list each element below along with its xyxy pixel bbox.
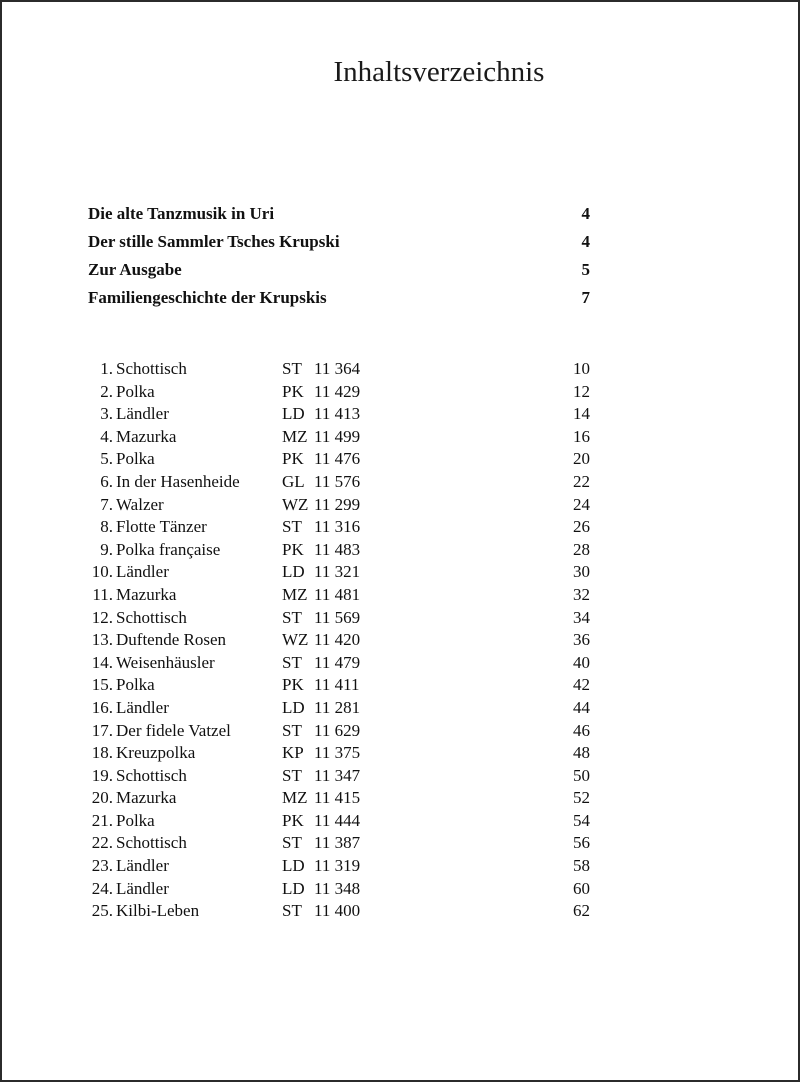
tune-title: Mazurka: [116, 584, 177, 604]
tune-code: PK: [282, 675, 304, 695]
tune-id: 11 321: [314, 562, 361, 582]
section-entry: [88, 256, 590, 284]
tune-entry: [88, 652, 590, 675]
tune-number: 7.: [100, 494, 113, 514]
tune-number: 24.: [91, 878, 113, 898]
tune-id: 11 299: [314, 494, 361, 514]
tune-code: PK: [282, 381, 304, 401]
section-label: Der stille Sammler Tsches Krupski: [88, 232, 340, 251]
tune-code: KP: [282, 743, 304, 763]
tune-number: 25.: [91, 901, 113, 921]
tune-entry: [88, 358, 590, 381]
tune-entry: [88, 900, 590, 923]
tune-code: GL: [282, 471, 305, 491]
tune-code: MZ: [282, 788, 308, 808]
tune-id: 11 319: [314, 856, 361, 876]
section-entry: [88, 200, 590, 228]
tune-entry: [88, 674, 590, 697]
tune-code: PK: [282, 539, 304, 559]
tune-page: 46: [573, 720, 590, 740]
tune-number: 10.: [91, 562, 113, 582]
tune-title: Schottisch: [116, 833, 187, 853]
tune-title: Polka: [116, 381, 155, 401]
tune-code: ST: [282, 901, 302, 921]
tune-entry: [88, 494, 590, 517]
tune-page: 58: [573, 856, 590, 876]
tune-id: 11 569: [314, 607, 361, 627]
tune-entry: [88, 539, 590, 562]
tune-id: 11 415: [314, 788, 361, 808]
tune-title: Ländler: [116, 878, 169, 898]
tune-id: 11 420: [314, 630, 361, 650]
tune-number: 9.: [100, 539, 113, 559]
tune-list: [88, 358, 590, 923]
tune-page: 20: [573, 449, 590, 469]
tune-code: ST: [282, 359, 302, 378]
tune-id: 11 629: [314, 720, 361, 740]
tune-entry: [88, 742, 590, 765]
tune-id: 11 476: [314, 449, 361, 469]
page-title: Inhaltsverzeichnis: [333, 56, 545, 88]
tune-id: 11 347: [314, 765, 361, 785]
tune-code: WZ: [282, 630, 309, 650]
tune-entry: [88, 810, 590, 833]
tune-code: ST: [282, 720, 302, 740]
tune-number: 1.: [100, 359, 113, 378]
tune-id: 11 411: [314, 675, 360, 695]
tune-number: 15.: [91, 675, 113, 695]
tune-code: ST: [282, 607, 302, 627]
tune-code: PK: [282, 449, 304, 469]
tune-id: 11 348: [314, 878, 361, 898]
tune-id: 11 364: [314, 359, 361, 378]
tune-id: 11 499: [314, 426, 361, 446]
tune-title: Polka: [116, 449, 155, 469]
tune-title: Polka: [116, 810, 155, 830]
tune-entry: [88, 584, 590, 607]
tune-page: 26: [573, 517, 590, 537]
tune-page: 28: [573, 539, 590, 559]
section-page-number: 7: [581, 288, 590, 307]
tune-page: 42: [573, 675, 590, 695]
tune-number: 23.: [91, 856, 113, 876]
tune-title: Schottisch: [116, 607, 187, 627]
tune-page: 10: [573, 359, 590, 378]
tune-title: Flotte Tänzer: [116, 517, 207, 537]
tune-number: 3.: [100, 404, 113, 424]
tune-page: 24: [573, 494, 590, 514]
tune-title: Mazurka: [116, 788, 177, 808]
tune-entry: [88, 403, 590, 426]
tune-id: 11 316: [314, 517, 361, 537]
tune-page: 16: [573, 426, 590, 446]
tune-entry: [88, 832, 590, 855]
tune-number: 18.: [91, 743, 113, 763]
tune-entry: [88, 426, 590, 449]
tune-entry: [88, 381, 590, 404]
section-entry: [88, 228, 590, 256]
section-label: Zur Ausgabe: [88, 260, 182, 279]
tune-code: MZ: [282, 426, 308, 446]
tune-code: LD: [282, 562, 305, 582]
section-page-number: 5: [581, 260, 590, 279]
section-page-number: 4: [581, 232, 590, 251]
tune-id: 11 281: [314, 697, 361, 717]
tune-code: LD: [282, 697, 305, 717]
tune-id: 11 429: [314, 381, 361, 401]
tune-code: WZ: [282, 494, 309, 514]
tune-page: 14: [573, 404, 590, 424]
tune-code: ST: [282, 765, 302, 785]
tune-page: 40: [573, 652, 590, 672]
tune-page: 54: [573, 810, 590, 830]
tune-page: 36: [573, 630, 590, 650]
tune-number: 22.: [91, 833, 113, 853]
tune-title: Ländler: [116, 404, 169, 424]
tune-title: Kilbi-Leben: [116, 901, 200, 921]
tune-entry: [88, 471, 590, 494]
tune-code: PK: [282, 810, 304, 830]
tune-number: 12.: [91, 607, 113, 627]
section-label: Familiengeschichte der Krupskis: [88, 288, 327, 307]
tune-number: 2.: [100, 381, 113, 401]
tune-number: 5.: [100, 449, 113, 469]
tune-entry: [88, 787, 590, 810]
tune-page: 30: [573, 562, 590, 582]
tune-code: LD: [282, 878, 305, 898]
tune-title: Mazurka: [116, 426, 177, 446]
tune-entry: [88, 855, 590, 878]
tune-title: Ländler: [116, 697, 169, 717]
tune-code: ST: [282, 652, 302, 672]
tune-id: 11 576: [314, 471, 361, 491]
tune-page: 44: [573, 697, 590, 717]
tune-title: Walzer: [116, 494, 164, 514]
tune-id: 11 444: [314, 810, 361, 830]
tune-number: 6.: [100, 471, 113, 491]
tune-page: 32: [573, 584, 590, 604]
tune-page: 34: [573, 607, 590, 627]
tune-number: 13.: [91, 630, 113, 650]
tune-code: MZ: [282, 584, 308, 604]
tune-entry: [88, 697, 590, 720]
tune-page: 52: [573, 788, 590, 808]
tune-number: 8.: [100, 517, 113, 537]
tune-entry: [88, 765, 590, 788]
tune-id: 11 387: [314, 833, 361, 853]
tune-entry: [88, 448, 590, 471]
tune-id: 11 413: [314, 404, 361, 424]
tune-code: LD: [282, 856, 305, 876]
tune-title: Schottisch: [116, 765, 187, 785]
tune-title: Ländler: [116, 562, 169, 582]
section-entry: [88, 284, 590, 312]
tune-code: ST: [282, 833, 302, 853]
tune-id: 11 481: [314, 584, 361, 604]
tune-number: 20.: [91, 788, 113, 808]
section-page-number: 4: [581, 204, 590, 223]
tune-entry: [88, 516, 590, 539]
tune-page: 22: [573, 471, 590, 491]
tune-title: Der fidele Vatzel: [116, 720, 231, 740]
tune-page: 12: [573, 381, 590, 401]
tune-entry: [88, 629, 590, 652]
tune-id: 11 479: [314, 652, 361, 672]
tune-page: 50: [573, 765, 590, 785]
tune-number: 21.: [91, 810, 113, 830]
tune-page: 62: [573, 901, 590, 921]
tune-title: Polka française: [116, 539, 221, 559]
tune-title: Schottisch: [116, 359, 187, 378]
tune-title: Ländler: [116, 856, 169, 876]
tune-number: 4.: [100, 426, 113, 446]
tune-number: 11.: [92, 584, 113, 604]
tune-number: 14.: [91, 652, 113, 672]
tune-title: Weisenhäusler: [116, 652, 215, 672]
tune-title: Kreuzpolka: [116, 743, 196, 763]
tune-number: 17.: [91, 720, 113, 740]
tune-page: 56: [573, 833, 590, 853]
tune-entry: [88, 720, 590, 743]
tune-entry: [88, 607, 590, 630]
tune-page: 48: [573, 743, 590, 763]
tune-title: In der Hasenheide: [116, 471, 240, 491]
tune-entry: [88, 878, 590, 901]
tune-id: 11 375: [314, 743, 361, 763]
section-label: Die alte Tanzmusik in Uri: [88, 204, 275, 223]
tune-id: 11 400: [314, 901, 361, 921]
tune-code: ST: [282, 517, 302, 537]
tune-entry: [88, 561, 590, 584]
tune-number: 16.: [91, 697, 113, 717]
tune-page: 60: [573, 878, 590, 898]
tune-title: Duftende Rosen: [116, 630, 227, 650]
tune-id: 11 483: [314, 539, 361, 559]
tune-title: Polka: [116, 675, 155, 695]
section-list: [88, 200, 590, 312]
tune-code: LD: [282, 404, 305, 424]
tune-number: 19.: [91, 765, 113, 785]
